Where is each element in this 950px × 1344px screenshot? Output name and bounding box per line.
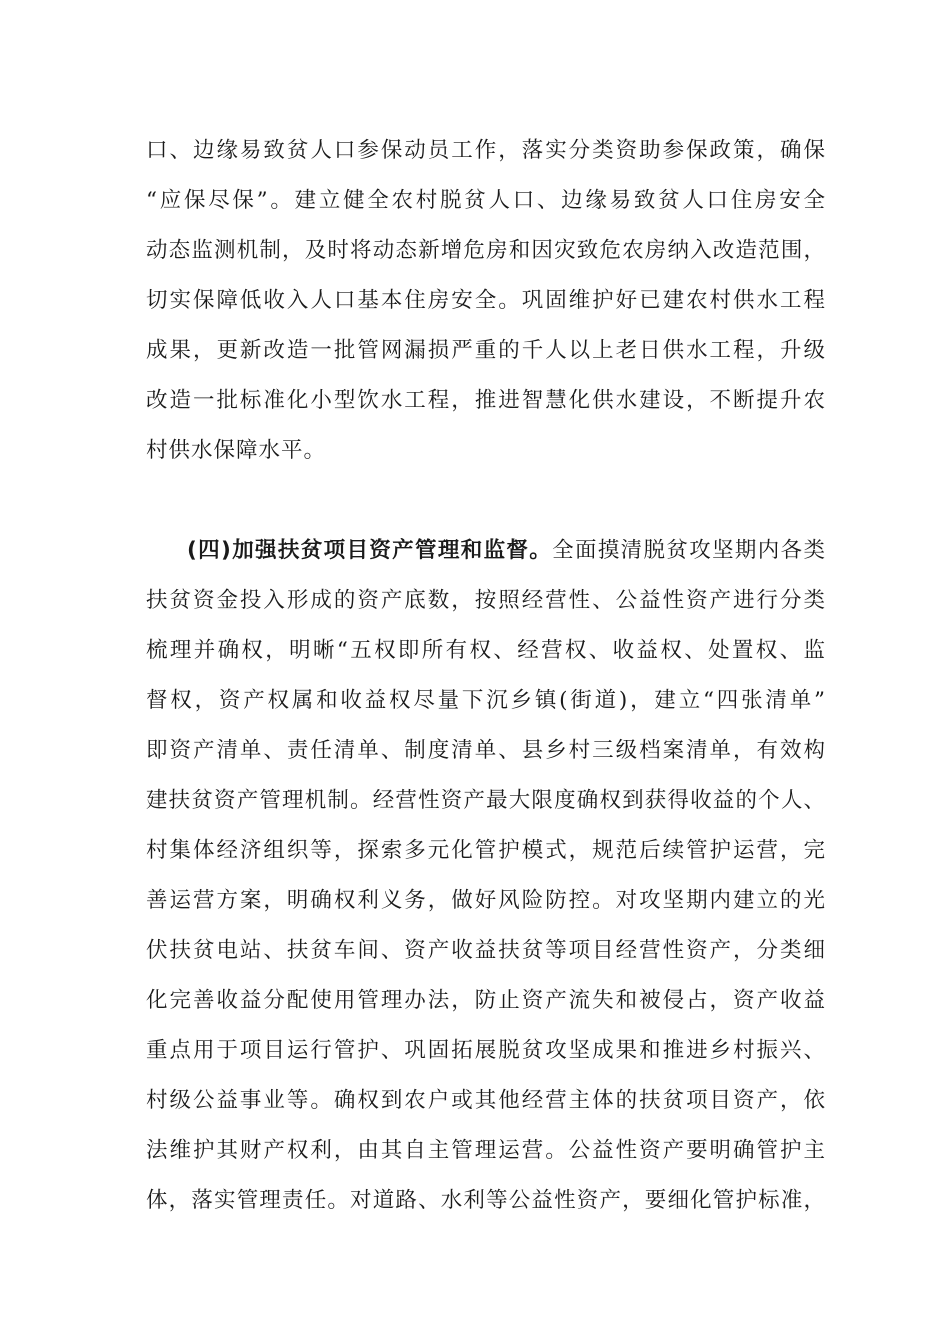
text-line: 法维护其财产权利，由其自主管理运营。公益性资产要明确管护主 [146,1138,826,1163]
paragraph-first-line [146,526,826,576]
text-line: 成果，更新改造一批管网漏损严重的千人以上老日供水工程，升级 [146,338,826,363]
text-line: 村集体经济组织等，探索多元化管护模式，规范后续管护运营，完 [146,838,826,863]
text-line: 村级公益事业等。确权到农户或其他经营主体的扶贫项目资产，依 [146,1088,826,1113]
paragraph-asset-management [146,526,826,1226]
text-line: 切实保障低收入人口基本住房安全。巩固维护好已建农村供水工程 [146,288,826,313]
text-line: 伏扶贫电站、扶贫车间、资产收益扶贫等项目经营性资产，分类细 [146,938,826,963]
text-line: 村供水保障水平。 [146,438,327,463]
text-line: 即资产清单、责任清单、制度清单、县乡村三级档案清单，有效构 [146,738,826,763]
text-line: 梳理并确权，明晰“五权即所有权、经营权、收益权、处置权、监 [146,638,826,663]
text-line: “应保尽保”。建立健全农村脱贫人口、边缘易致贫人口住房安全 [146,188,826,213]
text-line: 改造一批标准化小型饮水工程，推进智慧化供水建设，不断提升农 [146,388,826,413]
section-heading: (四)加强扶贫项目资产管理和监督。 [187,538,553,563]
text-line: 口、边缘易致贫人口参保动员工作，落实分类资助参保政策，确保 [146,138,826,163]
text-line: 动态监测机制，及时将动态新增危房和因灾致危农房纳入改造范围， [146,238,826,263]
text-line: 重点用于项目运行管护、巩固拓展脱贫攻坚成果和推进乡村振兴、 [146,1038,826,1063]
text-run: 全面摸清脱贫攻坚期内各类 [552,538,826,563]
text-line: 扶贫资金投入形成的资产底数，按照经营性、公益性资产进行分类 [146,588,826,613]
text-line: 体，落实管理责任。对道路、水利等公益性资产，要细化管护标准， [146,1188,826,1213]
text-line: 建扶贫资产管理机制。经营性资产最大限度确权到获得收益的个人、 [146,788,826,813]
text-line: 化完善收益分配使用管理办法，防止资产流失和被侵占，资产收益 [146,988,826,1013]
text-line: 善运营方案，明确权利义务，做好风险防控。对攻坚期内建立的光 [146,888,826,913]
paragraph-housing-water-supply [146,126,826,476]
text-line: 督权，资产权属和收益权尽量下沉乡镇(街道)，建立“四张清单” [146,688,826,713]
